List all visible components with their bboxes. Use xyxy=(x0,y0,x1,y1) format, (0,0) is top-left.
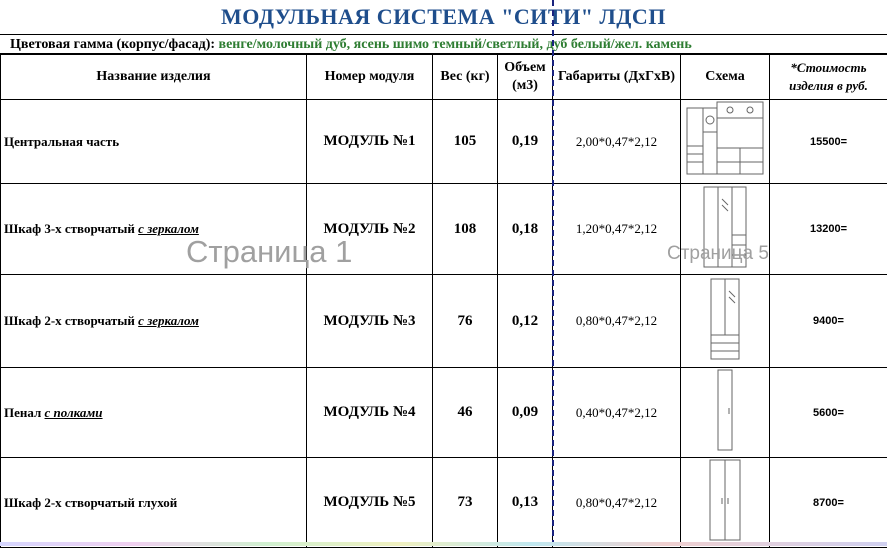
header-cost: *Стоимость изделия в руб. xyxy=(770,55,887,100)
table-row xyxy=(1,100,887,184)
page-5-watermark: Страница 5 xyxy=(667,243,769,265)
product-suffix: с полками xyxy=(45,405,103,420)
price-value: 8700= xyxy=(770,458,887,548)
wardrobe-3-door-icon xyxy=(701,185,749,269)
scheme-cell xyxy=(681,100,770,184)
volume-value: 0,09 xyxy=(498,368,553,458)
weight-value: 73 xyxy=(433,458,498,548)
product-name: Шкаф 2-х створчатый с зеркалом xyxy=(1,275,307,368)
header-dims: Габариты (ДхГхВ) xyxy=(553,55,681,100)
dims-value: 2,00*0,47*2,12 xyxy=(553,100,681,184)
module-number: МОДУЛЬ №3 xyxy=(307,275,433,368)
color-range-line xyxy=(0,34,887,54)
weight-value: 76 xyxy=(433,275,498,368)
price-table xyxy=(0,54,887,548)
price-value: 15500= xyxy=(770,100,887,184)
scheme-cell xyxy=(681,368,770,458)
header-weight: Вес (кг) xyxy=(433,55,498,100)
product-name: Центральная часть xyxy=(1,100,307,184)
page-1-watermark: Страница 1 xyxy=(186,234,352,270)
header-module: Номер модуля xyxy=(307,55,433,100)
module-number: МОДУЛЬ №1 xyxy=(307,100,433,184)
wardrobe-2-door-icon xyxy=(706,458,744,542)
volume-value: 0,18 xyxy=(498,184,553,275)
dims-value: 1,20*0,47*2,12 xyxy=(553,184,681,275)
scheme-cell xyxy=(681,458,770,548)
scheme-cell xyxy=(681,275,770,368)
module-number: МОДУЛЬ №2 xyxy=(307,184,433,275)
color-range-value: венге/молочный дуб, ясень шимо темный/светлый, дуб белый/жел. камень xyxy=(219,37,692,52)
volume-value: 0,12 xyxy=(498,275,553,368)
module-number: МОДУЛЬ №5 xyxy=(307,458,433,548)
page-title: МОДУЛЬНАЯ СИСТЕМА "СИТИ" ЛДСП xyxy=(0,0,887,34)
pencil-case-icon xyxy=(714,368,736,452)
table-row xyxy=(1,275,887,368)
page-break-line xyxy=(552,0,554,546)
volume-value: 0,13 xyxy=(498,458,553,548)
header-scheme: Схема xyxy=(681,55,770,100)
table-row xyxy=(1,368,887,458)
dims-value: 0,80*0,47*2,12 xyxy=(553,458,681,548)
bottom-color-strip xyxy=(0,542,887,546)
header-volume: Объем (м3) xyxy=(498,55,553,100)
module-number: МОДУЛЬ №4 xyxy=(307,368,433,458)
dims-value: 0,40*0,47*2,12 xyxy=(553,368,681,458)
dims-value: 0,80*0,47*2,12 xyxy=(553,275,681,368)
product-name: Шкаф 3-х створчатый с зеркалом xyxy=(1,184,307,275)
product-name: Пенал с полками xyxy=(1,368,307,458)
scheme-cell xyxy=(681,184,770,275)
weight-value: 108 xyxy=(433,184,498,275)
price-value: 9400= xyxy=(770,275,887,368)
product-name: Шкаф 2-х створчатый глухой xyxy=(1,458,307,548)
price-value: 5600= xyxy=(770,368,887,458)
table-header-row xyxy=(1,55,887,100)
weight-value: 46 xyxy=(433,368,498,458)
header-name: Название изделия xyxy=(1,55,307,100)
table-row xyxy=(1,184,887,275)
volume-value: 0,19 xyxy=(498,100,553,184)
wall-unit-icon xyxy=(685,100,765,178)
wardrobe-2-door-mirror-icon xyxy=(707,277,743,361)
weight-value: 105 xyxy=(433,100,498,184)
color-range-label: Цветовая гамма (корпус/фасад): xyxy=(10,37,215,52)
price-value: 13200= xyxy=(770,184,887,275)
product-suffix: с зеркалом xyxy=(138,313,199,328)
table-row xyxy=(1,458,887,548)
product-suffix: с зеркалом xyxy=(138,221,199,236)
